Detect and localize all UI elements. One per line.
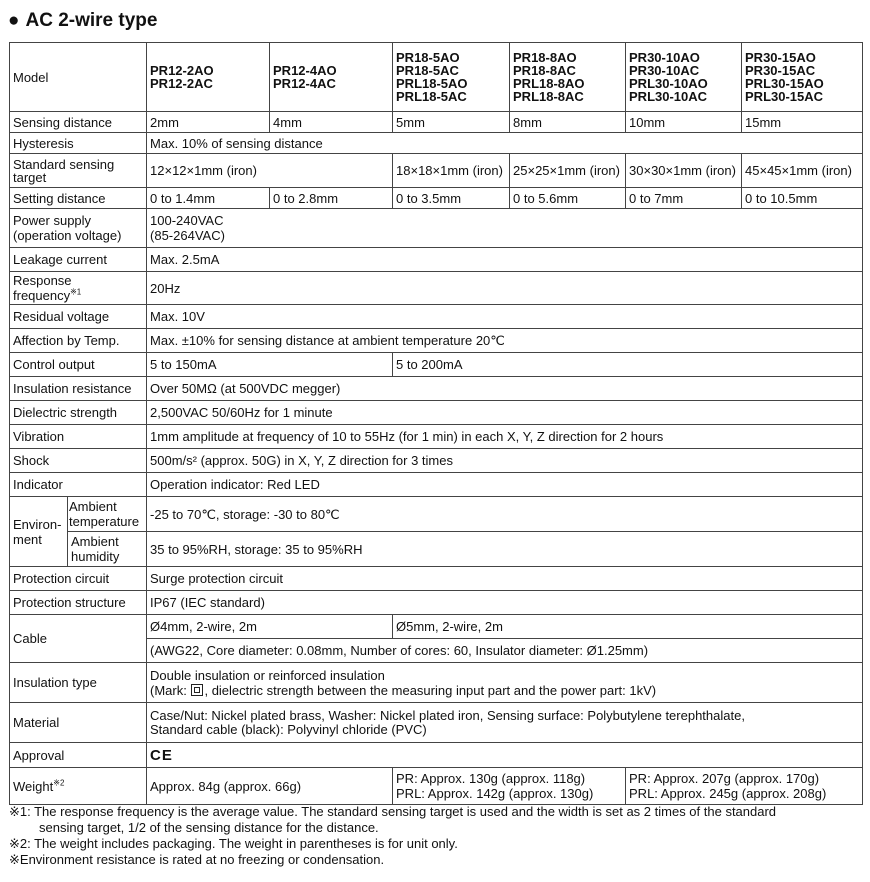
value-cell: 18×18×1mm (iron) [393, 154, 510, 188]
label-hysteresis: Hysteresis [10, 133, 147, 154]
label-sensing-distance: Sensing distance [10, 112, 147, 133]
footnote-1: ※1: The response frequency is the average value. The standard sensing target is used and the width is set as 2 times of the standard [9, 804, 777, 819]
label-model: Model [10, 43, 147, 112]
value-cell: 5 to 150mA [147, 353, 393, 377]
footnotes [9, 804, 859, 868]
label-power-supply: Power supply (operation voltage) [10, 209, 147, 248]
model-col-1: PR12-2AO PR12-2AC [147, 43, 270, 112]
value-cell: 0 to 1.4mm [147, 188, 270, 209]
row-power-supply [10, 209, 863, 248]
value-cell: 2mm [147, 112, 270, 133]
value-cell: 0 to 2.8mm [270, 188, 393, 209]
label-weight: Weight$^{※2}$ [10, 768, 147, 805]
row-hysteresis [10, 133, 863, 154]
label-leakage: Leakage current [10, 248, 147, 272]
row-approval [10, 743, 863, 768]
label-approval: Approval [10, 743, 147, 768]
row-ambient-humidity [10, 532, 863, 567]
value-cell: (AWG22, Core diameter: 0.08mm, Number of cores: 60, Insulator diameter: Ø1.25mm) [147, 639, 863, 663]
label-control-output: Control output [10, 353, 147, 377]
row-sensing-distance [10, 112, 863, 133]
model-col-2: PR12-4AO PR12-4AC [270, 43, 393, 112]
row-response [10, 272, 863, 305]
label-shock: Shock [10, 449, 147, 473]
value-cell: 100-240VAC (85-264VAC) [147, 209, 863, 248]
value-cell: Max. 10V [147, 305, 863, 329]
value-cell: 35 to 95%RH, storage: 35 to 95%RH [147, 532, 863, 567]
row-vibration [10, 425, 863, 449]
value-cell: 5 to 200mA [393, 353, 863, 377]
section-title: ● AC 2-wire type [8, 10, 158, 31]
value-cell: Surge protection circuit [147, 567, 863, 591]
value-cell: 2,500VAC 50/60Hz for 1 minute [147, 401, 863, 425]
row-model [10, 43, 863, 112]
label-environment: Environ- ment [10, 497, 68, 567]
model-col-4: PR18-8AO PR18-8AC PRL18-8AO PRL18-8AC [510, 43, 626, 112]
value-cell: 12×12×1mm (iron) [147, 154, 393, 188]
value-cell: Ø4mm, 2-wire, 2m [147, 615, 393, 639]
value-cell: Case/Nut: Nickel plated brass, Washer: Nickel plated iron, Sensing surface: Polybutylene terephthalate, Standard cable (black): Polyvinyl chloride (PVC) [147, 703, 863, 743]
footnote-1-cont: sensing target, 1/2 of the sensing distance for the distance. [39, 820, 379, 835]
row-protection-circuit [10, 567, 863, 591]
label-insulation-resistance: Insulation resistance [10, 377, 147, 401]
value-cell: 0 to 5.6mm [510, 188, 626, 209]
value-cell: Double insulation or reinforced insulation (Mark: , dielectric strength between the measuring input part and the power part: 1kV) [147, 663, 863, 703]
label-cable: Cable [10, 615, 147, 663]
value-cell: Approx. 84g (approx. 66g) [147, 768, 393, 805]
row-protection-structure [10, 591, 863, 615]
double-insulation-mark-icon [191, 684, 203, 696]
row-weight [10, 768, 863, 805]
value-cell: 500m/s² (approx. 50G) in X, Y, Z direction for 3 times [147, 449, 863, 473]
row-insulation-type [10, 663, 863, 703]
value-cell: 15mm [742, 112, 863, 133]
row-material [10, 703, 863, 743]
label-dielectric: Dielectric strength [10, 401, 147, 425]
model-col-6: PR30-15AO PR30-15AC PRL30-15AO PRL30-15AC [742, 43, 863, 112]
bullet-icon: ● [8, 10, 20, 31]
value-cell: IP67 (IEC standard) [147, 591, 863, 615]
row-standard-target [10, 154, 863, 188]
label-protection-structure: Protection structure [10, 591, 147, 615]
row-ambient-temperature [10, 497, 863, 532]
value-cell: 5mm [393, 112, 510, 133]
value-cell: PR: Approx. 130g (approx. 118g) PRL: Approx. 142g (approx. 130g) [393, 768, 626, 805]
value-cell: Max. 10% of sensing distance [147, 133, 863, 154]
row-insulation-resistance [10, 377, 863, 401]
row-residual [10, 305, 863, 329]
value-cell: 25×25×1mm (iron) [510, 154, 626, 188]
row-control-output [10, 353, 863, 377]
value-cell: Max. ±10% for sensing distance at ambient temperature 20℃ [147, 329, 863, 353]
value-cell: 0 to 10.5mm [742, 188, 863, 209]
value-cell: 20Hz [147, 272, 863, 305]
row-affection [10, 329, 863, 353]
ce-mark-icon: CE [150, 746, 173, 764]
row-shock [10, 449, 863, 473]
value-cell: 1mm amplitude at frequency of 10 to 55Hz (for 1 min) in each X, Y, Z direction for 2 hours [147, 425, 863, 449]
value-cell: PR: Approx. 207g (approx. 170g) PRL: Approx. 245g (approx. 208g) [626, 768, 863, 805]
value-cell: Operation indicator: Red LED [147, 473, 863, 497]
value-cell: 8mm [510, 112, 626, 133]
label-insulation-type: Insulation type [10, 663, 147, 703]
label-indicator: Indicator [10, 473, 147, 497]
row-setting-distance [10, 188, 863, 209]
row-cable [10, 615, 863, 639]
label-ambient-temperature: Ambient temperature [68, 497, 147, 532]
label-response: Response frequency$^{※1}$ [10, 272, 147, 305]
row-dielectric [10, 401, 863, 425]
value-cell: 0 to 7mm [626, 188, 742, 209]
value-cell: Over 50MΩ (at 500VDC megger) [147, 377, 863, 401]
label-material: Material [10, 703, 147, 743]
row-leakage [10, 248, 863, 272]
label-setting-distance: Setting distance [10, 188, 147, 209]
footnote-mark: ※2 [53, 778, 65, 788]
label-vibration: Vibration [10, 425, 147, 449]
value-cell: 4mm [270, 112, 393, 133]
value-cell: 10mm [626, 112, 742, 133]
row-indicator [10, 473, 863, 497]
label-residual: Residual voltage [10, 305, 147, 329]
label-standard-target: Standard sensing target [10, 154, 147, 188]
footnote-2: ※2: The weight includes packaging. The weight in parentheses is for unit only. [9, 836, 458, 851]
value-cell: Max. 2.5mA [147, 248, 863, 272]
value-cell: 0 to 3.5mm [393, 188, 510, 209]
label-ambient-humidity: Ambient humidity [68, 532, 147, 567]
footnote-mark: ※1 [70, 287, 82, 297]
value-cell: 30×30×1mm (iron) [626, 154, 742, 188]
footnote-3: ※Environment resistance is rated at no freezing or condensation. [9, 852, 385, 867]
spec-table [9, 42, 863, 805]
value-cell [147, 743, 863, 768]
label-affection: Affection by Temp. [10, 329, 147, 353]
value-cell: 45×45×1mm (iron) [742, 154, 863, 188]
value-cell: Ø5mm, 2-wire, 2m [393, 615, 863, 639]
model-col-5: PR30-10AO PR30-10AC PRL30-10AO PRL30-10AC [626, 43, 742, 112]
label-protection-circuit: Protection circuit [10, 567, 147, 591]
model-col-3: PR18-5AO PR18-5AC PRL18-5AO PRL18-5AC [393, 43, 510, 112]
value-cell: -25 to 70℃, storage: -30 to 80℃ [147, 497, 863, 532]
